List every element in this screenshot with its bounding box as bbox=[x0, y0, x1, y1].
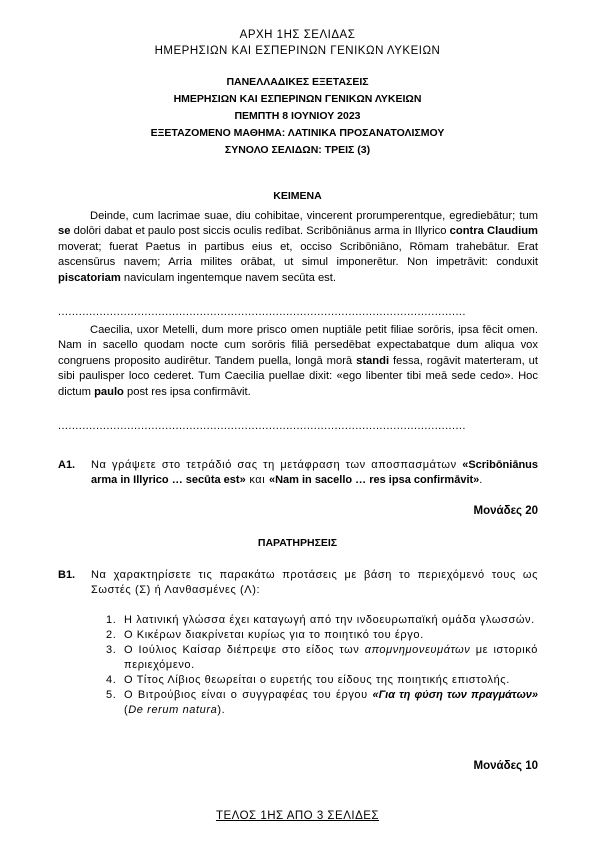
statement-item bbox=[106, 613, 538, 628]
texts-heading: ΚΕΙΜΕΝΑ bbox=[273, 190, 322, 202]
statement-item bbox=[106, 688, 538, 718]
passage1-bold-contra: contra Claudium bbox=[449, 225, 539, 238]
question-a1-text bbox=[91, 458, 538, 488]
passage1-bold-se: se bbox=[58, 225, 71, 238]
a1-marks: Μονάδες 20 bbox=[473, 505, 538, 517]
statement-number: 3. bbox=[106, 644, 117, 656]
notes-heading: ΠΑΡΑΤΗΡΗΣΕΙΣ bbox=[257, 537, 338, 549]
statement-text: Ο Κικέρων διακρίνεται κυρίως για το ποιητικό του έργο. bbox=[124, 629, 424, 641]
passage1-text-a: Deinde, cum lacrimae suae, diu cohibitae, vincerent prorumperentque, egrediebātur; tum bbox=[90, 210, 538, 222]
statement-text: Η λατινική γλώσσα έχει καταγωγή από την ινδοευρωπαϊκή ομάδα γλωσσών. bbox=[124, 614, 535, 626]
statement-number: 5. bbox=[106, 689, 117, 701]
statement-number: 1. bbox=[106, 614, 117, 626]
header-school-type: ΗΜΕΡΗΣΙΩΝ ΚΑΙ ΕΣΠΕΡΙΝΩΝ ΓΕΝΙΚΩΝ ΛΥΚΕΙΩΝ bbox=[154, 45, 441, 57]
question-b1-label: Β1. bbox=[58, 569, 76, 581]
exam-subject: ΕΞΕΤΑΖΟΜΕΝΟ ΜΑΘΗΜΑ: ΛΑΤΙΝΙΚΑ ΠΡΟΣΑΝΑΤΟΛΙΣΜΟΥ bbox=[150, 127, 445, 139]
page-header bbox=[0, 27, 595, 59]
passage2-text-a: Caecilia, uxor Metelli, dum more prisco omen nuptiāle petit filiae sorōris, ipsa fēcit omen. Nam in sacello quodam nocte cum sorōris filiā persedēbat expectabatque dum aliqua vox congruens proposito audirētur. Tandem puella, longā morā bbox=[58, 324, 538, 367]
b1-marks: Μονάδες 10 bbox=[473, 760, 538, 772]
question-a1-label: Α1. bbox=[58, 459, 76, 471]
a1-text-1: Να γράψετε στο τετράδιό σας τη μετάφραση των αποσπασμάτων bbox=[91, 459, 463, 471]
statement-text: Ο Ιούλιος Καίσαρ διέπρεψε στο είδος των bbox=[124, 644, 365, 656]
exam-date: ΠΕΜΠΤΗ 8 ΙΟΥΝΙΟΥ 2023 bbox=[234, 110, 361, 122]
statement-italic: απομνημονευμάτων bbox=[364, 644, 471, 656]
question-b1 bbox=[58, 568, 538, 598]
passage1-text-b: dolōri dabat et paulo post siccis oculis redībat. Scribōniānus arma in Illyrico bbox=[70, 225, 450, 238]
question-a1 bbox=[58, 458, 538, 488]
header-page-start: ΑΡΧΗ 1ΗΣ ΣΕΛΙΔΑΣ bbox=[239, 29, 356, 41]
a1-text-2: και bbox=[245, 474, 269, 486]
statement-number: 4. bbox=[106, 674, 117, 686]
passage1-text-d: naviculam ingentemque navem secūta est. bbox=[120, 271, 336, 284]
a1-text-3: . bbox=[479, 474, 483, 486]
latin-passage-1 bbox=[58, 209, 538, 286]
question-b1-intro: Να χαρακτηρίσετε τις παρακάτω προτάσεις με βάση το περιεχόμενό τους ως Σωστές (Σ) ή Λανθασμένες (Λ): bbox=[91, 569, 538, 596]
a1-bold-1: «Scribōniānus arma in Illyrico … secūta est» bbox=[91, 459, 538, 486]
statements-list bbox=[106, 613, 538, 718]
statement-number: 2. bbox=[106, 629, 117, 641]
passage2-text-b: fessa, rogāvit materteram, ut sibi paulisper loco cederet. Tum Caecilia puellae dixit: «ego libenter tibi meā sede cedo». Hoc dictum bbox=[58, 354, 538, 398]
exam-title: ΠΑΝΕΛΛΑΔΙΚΕΣ ΕΞΕΤΑΣΕΙΣ bbox=[226, 76, 369, 88]
separator-dots-1: ...................................................................................................................... bbox=[58, 306, 466, 318]
statement-item bbox=[106, 673, 538, 688]
statement-text-end: με ιστορικό περιεχόμενο. bbox=[124, 644, 538, 671]
separator-dots-2: ...................................................................................................................... bbox=[58, 420, 466, 432]
statement-text-mid: ( bbox=[124, 704, 129, 716]
latin-passage-2 bbox=[58, 323, 538, 400]
statement-latin-title: De rerum natura bbox=[128, 704, 218, 716]
statement-item bbox=[106, 643, 538, 673]
exam-page-count: ΣΥΝΟΛΟ ΣΕΛΙΔΩΝ: ΤΡΕΙΣ (3) bbox=[224, 144, 371, 156]
passage2-bold-paulo: paulo bbox=[94, 385, 124, 398]
statement-item bbox=[106, 628, 538, 643]
passage1-bold-piscatoriam: piscatoriam bbox=[58, 271, 121, 284]
passage1-text-c: moverat; fuerat Paetus in partibus eius et, occiso Scribōniāno, Rōmam trahebātur. Erat ascensūrus navem; Arria milites orābat, ut simul imponerētur. Non impetrāvit: conduxit bbox=[58, 240, 538, 269]
statement-italic: «Για τη φύση των πραγμάτων» bbox=[372, 689, 538, 701]
passage2-text-c: post res ipsa confirmāvit. bbox=[123, 385, 251, 398]
exam-schools: ΗΜΕΡΗΣΙΩΝ ΚΑΙ ΕΣΠΕΡΙΝΩΝ ΓΕΝΙΚΩΝ ΛΥΚΕΙΩΝ bbox=[173, 93, 422, 105]
statement-text: Ο Τίτος Λίβιος θεωρείται ο ευρετής του είδους της ποιητικής επιστολής. bbox=[124, 674, 510, 686]
statement-text-end: ). bbox=[217, 704, 226, 716]
statement-text: Ο Βιτρούβιος είναι ο συγγραφέας του έργου bbox=[124, 689, 373, 701]
page-footer: ΤΕΛΟΣ 1ΗΣ ΑΠΟ 3 ΣΕΛΙΔΕΣ bbox=[215, 810, 380, 822]
passage2-bold-standi: standi bbox=[356, 354, 390, 367]
a1-bold-2: «Nam in sacello … res ipsa confirmāvit» bbox=[268, 474, 480, 486]
exam-info bbox=[0, 74, 595, 159]
